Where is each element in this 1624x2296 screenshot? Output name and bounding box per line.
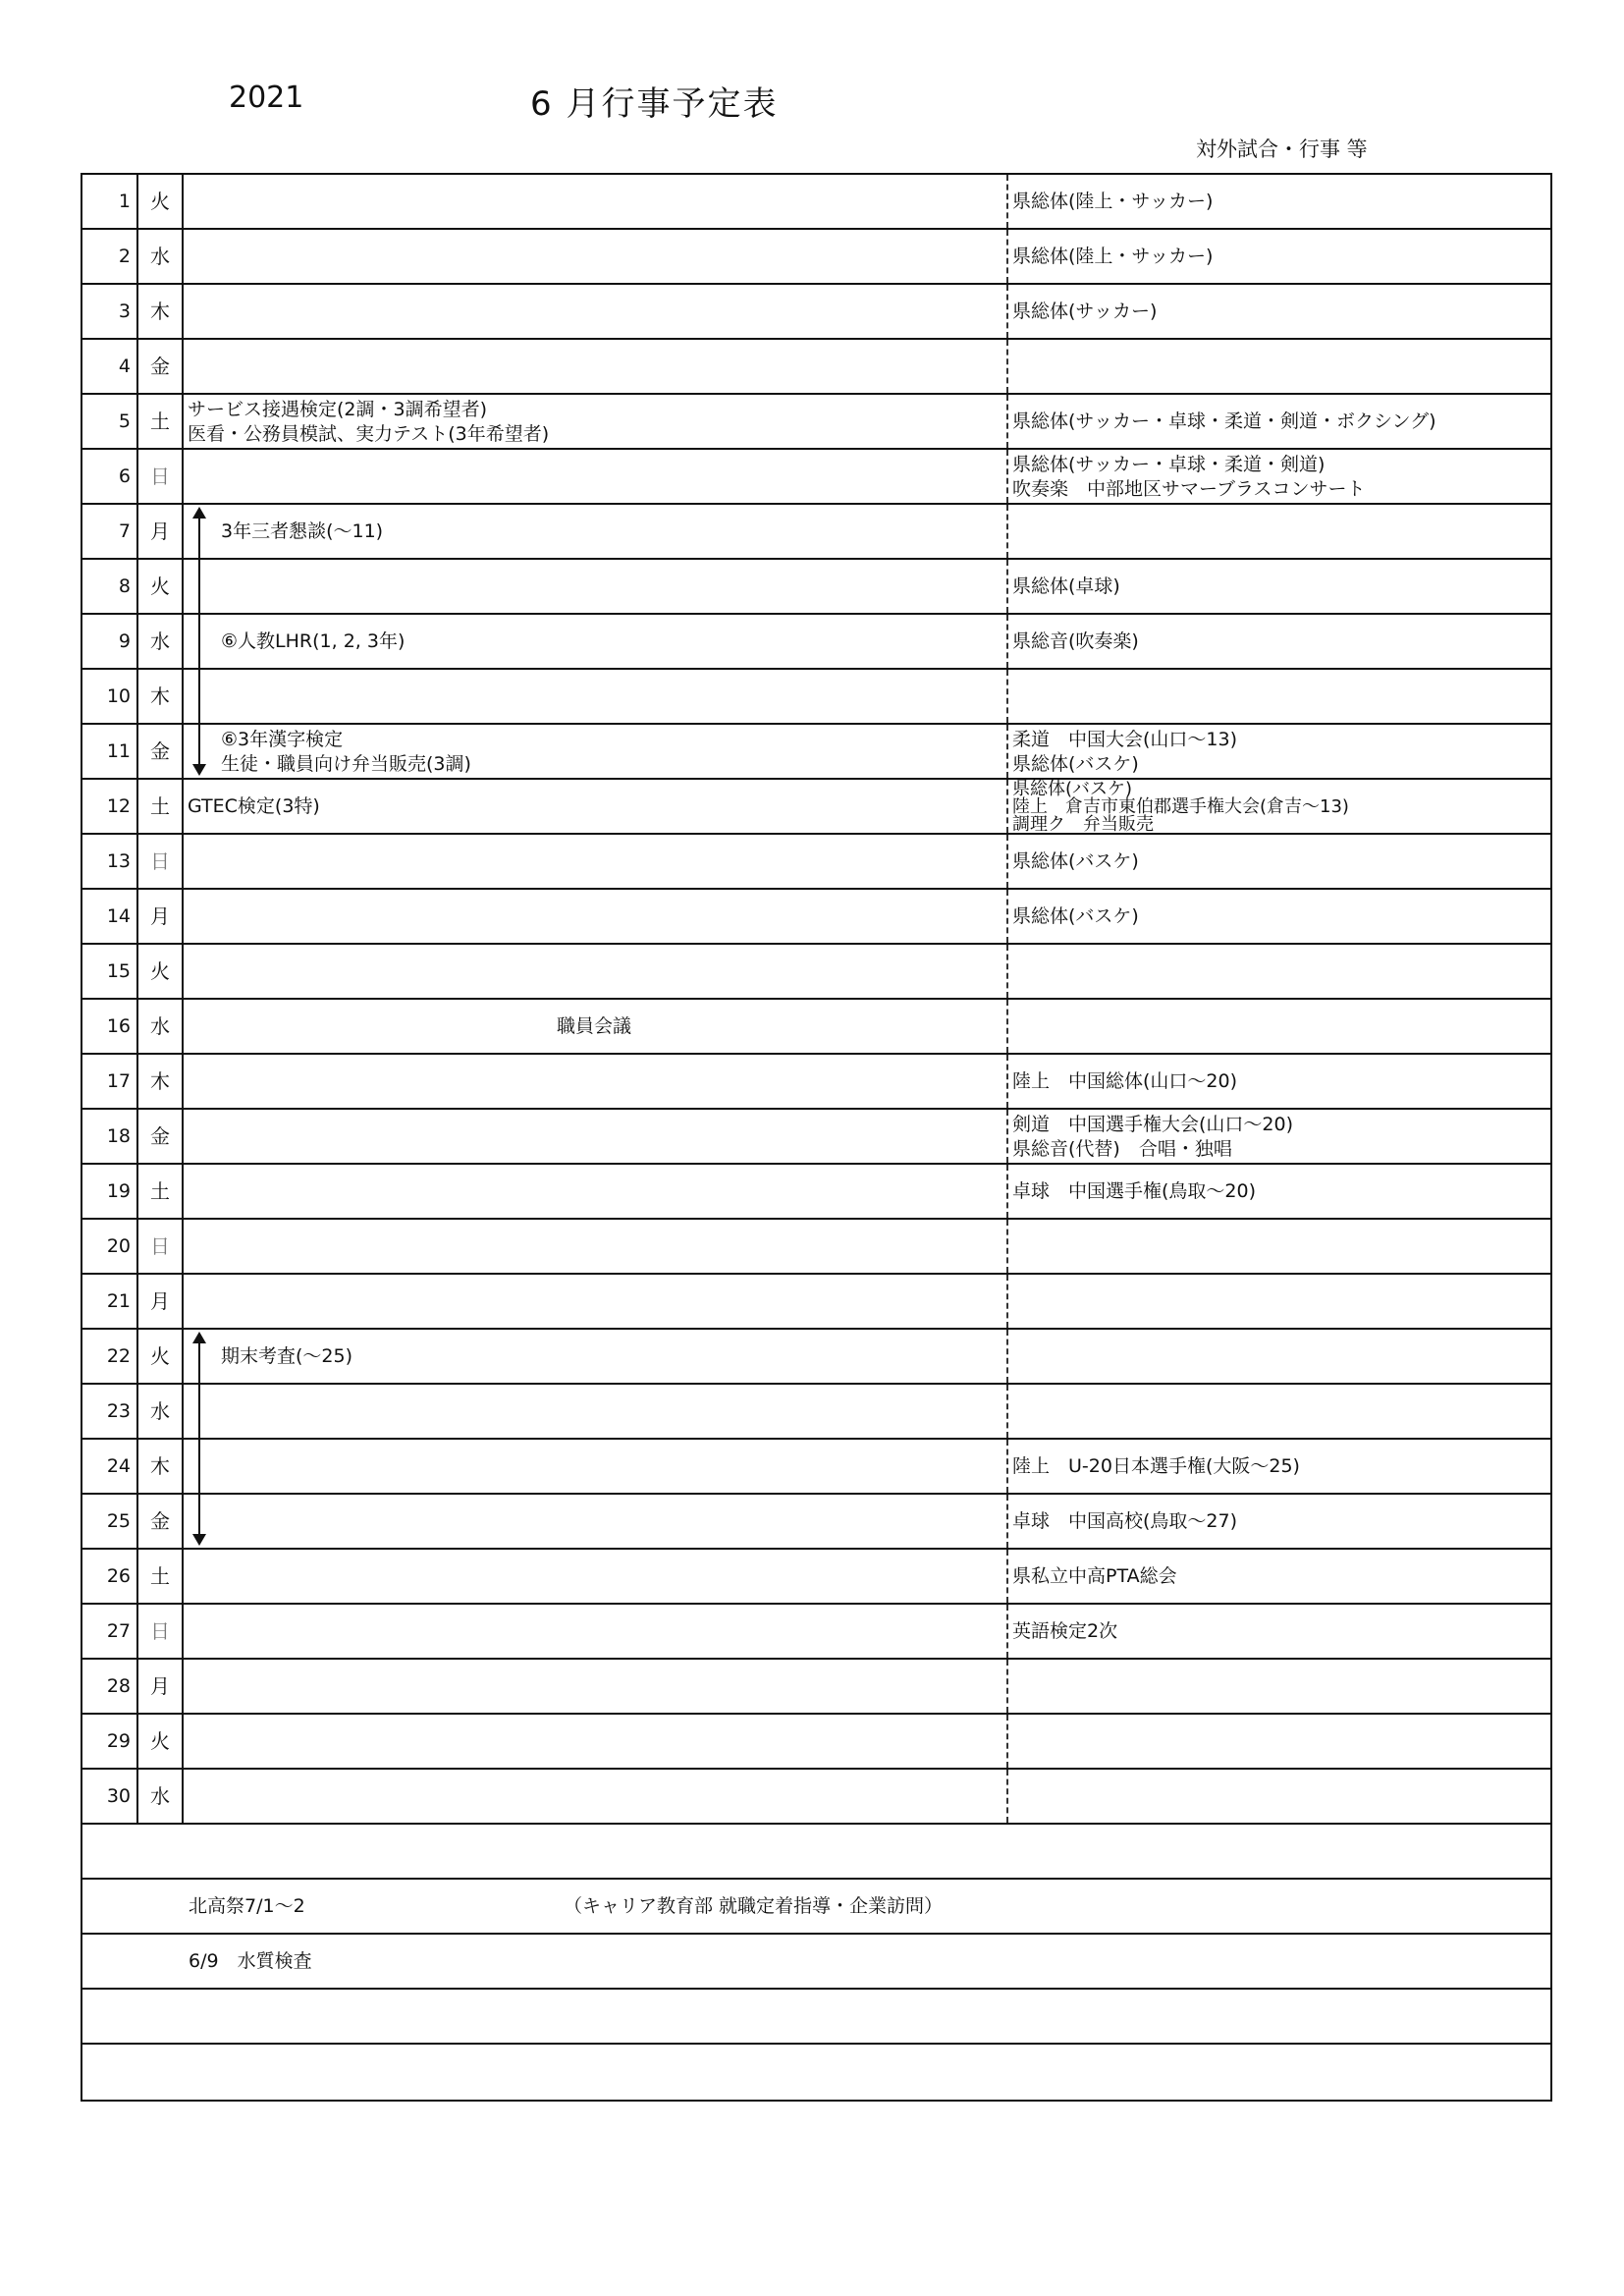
text-line: 県総体(陸上・サッカー) (1012, 191, 1214, 212)
cell-text (1012, 1454, 1300, 1479)
weekday-cell: 月 (138, 505, 184, 558)
weekday-cell: 金 (138, 340, 184, 393)
school-events-cell (184, 1220, 1006, 1273)
day-row (82, 1000, 1550, 1055)
school-events-cell (184, 1440, 1006, 1493)
text-line: ⑥人教LHR(1, 2, 3年) (221, 630, 406, 652)
date-cell: 25 (82, 1495, 138, 1548)
day-row (82, 1770, 1550, 1825)
school-events-cell (184, 1330, 1006, 1383)
year-label: 2021 (229, 81, 304, 115)
date-cell: 24 (82, 1440, 138, 1493)
external-events-cell (1006, 1275, 1550, 1328)
day-row (82, 615, 1550, 670)
day-row (82, 725, 1550, 780)
external-events-cell (1006, 1550, 1550, 1603)
weekday-cell: 日 (138, 450, 184, 503)
external-events-cell (1006, 835, 1550, 888)
school-events-cell (184, 835, 1006, 888)
text-line: 陸上 倉吉市東伯郡選手権大会(倉吉〜13) (1012, 796, 1349, 817)
date-cell: 5 (82, 395, 138, 448)
weekday-cell: 日 (138, 835, 184, 888)
note-row (82, 1990, 1550, 2045)
text-line: 県総体(サッカー) (1012, 301, 1158, 322)
text-line: 県総音(吹奏楽) (1012, 630, 1139, 652)
cell-text (221, 629, 405, 654)
weekday-cell: 月 (138, 1275, 184, 1328)
date-cell: 12 (82, 780, 138, 833)
external-events-cell (1006, 1165, 1550, 1218)
external-events-cell (1006, 615, 1550, 668)
school-events-cell (184, 1110, 1006, 1163)
day-row (82, 1495, 1550, 1550)
day-row (82, 1440, 1550, 1495)
weekday-cell: 月 (138, 1660, 184, 1713)
school-events-cell (184, 1605, 1006, 1658)
external-events-cell (1006, 1715, 1550, 1768)
text-line: 県私立中高PTA総会 (1012, 1565, 1177, 1587)
day-row (82, 1660, 1550, 1715)
cell-text (1012, 300, 1157, 324)
weekday-cell: 火 (138, 1715, 184, 1768)
date-cell: 22 (82, 1330, 138, 1383)
external-events-cell (1006, 1055, 1550, 1108)
external-events-cell (1006, 1605, 1550, 1658)
weekday-cell: 金 (138, 1495, 184, 1548)
date-cell: 7 (82, 505, 138, 558)
date-cell: 8 (82, 560, 138, 613)
external-events-cell (1006, 1440, 1550, 1493)
school-events-cell (184, 1000, 1006, 1053)
school-events-cell (184, 560, 1006, 613)
cell-text (188, 398, 549, 447)
day-row (82, 1715, 1550, 1770)
school-events-cell (184, 1660, 1006, 1713)
day-row (82, 1605, 1550, 1660)
external-events-cell (1006, 450, 1550, 503)
text-line: 卓球 中国選手権(鳥取〜20) (1012, 1180, 1257, 1202)
date-cell: 19 (82, 1165, 138, 1218)
text-line: 調理ク 弁当販売 (1012, 814, 1154, 835)
school-events-cell (184, 890, 1006, 943)
day-row (82, 450, 1550, 505)
cell-text (1012, 1564, 1177, 1589)
day-row (82, 1330, 1550, 1385)
external-events-cell (1006, 1330, 1550, 1383)
school-events-cell (184, 175, 1006, 228)
external-events-heading: 対外試合・行事 等 (1196, 137, 1368, 161)
range-arrow (198, 517, 200, 766)
external-events-cell (1006, 505, 1550, 558)
weekday-cell: 火 (138, 560, 184, 613)
text-line: 期末考査(〜25) (221, 1345, 353, 1367)
external-events-cell (1006, 285, 1550, 338)
day-row (82, 395, 1550, 450)
cell-text (1012, 190, 1213, 214)
external-events-cell (1006, 1000, 1550, 1053)
school-events-cell (184, 1550, 1006, 1603)
school-events-cell (184, 1165, 1006, 1218)
cell-text (557, 1014, 631, 1039)
date-cell: 28 (82, 1660, 138, 1713)
school-events-cell (184, 780, 1006, 833)
date-cell: 30 (82, 1770, 138, 1823)
date-cell: 13 (82, 835, 138, 888)
text-line: 県総体(サッカー・卓球・柔道・剣道・ボクシング) (1012, 410, 1436, 432)
school-events-cell (184, 1770, 1006, 1823)
external-events-cell (1006, 670, 1550, 723)
external-events-cell (1006, 1770, 1550, 1823)
note-row (82, 1935, 1550, 1990)
date-cell: 15 (82, 945, 138, 998)
weekday-cell: 月 (138, 890, 184, 943)
day-row (82, 505, 1550, 560)
text-line: GTEC検定(3特) (188, 795, 320, 817)
day-row (82, 670, 1550, 725)
schedule-table (81, 173, 1552, 2102)
date-cell: 11 (82, 725, 138, 778)
cell-text (1012, 728, 1237, 777)
day-row (82, 890, 1550, 945)
date-cell: 16 (82, 1000, 138, 1053)
school-events-cell (184, 450, 1006, 503)
text-line: 県総体(バスケ) (1012, 905, 1139, 927)
text-line: 3年三者懇談(〜11) (221, 520, 384, 542)
note-row (82, 1880, 1550, 1935)
text-line: 職員会議 (557, 1015, 632, 1037)
cell-text (188, 794, 320, 819)
external-events-cell (1006, 230, 1550, 283)
text-line: 英語検定2次 (1012, 1620, 1118, 1642)
note-text: 6/9 水質検査 (189, 1950, 312, 1972)
weekday-cell: 火 (138, 175, 184, 228)
cell-text (1012, 904, 1139, 929)
date-cell: 17 (82, 1055, 138, 1108)
date-cell: 1 (82, 175, 138, 228)
page-title: 6 月行事予定表 (530, 84, 779, 124)
day-row (82, 285, 1550, 340)
weekday-cell: 土 (138, 1165, 184, 1218)
weekday-cell: 木 (138, 1440, 184, 1493)
day-row (82, 230, 1550, 285)
text-line: 柔道 中国大会(山口〜13) (1012, 729, 1238, 750)
cell-text (221, 519, 383, 544)
text-line: サービス接遇検定(2調・3調希望者) (188, 399, 488, 420)
school-events-cell (184, 1275, 1006, 1328)
external-events-cell (1006, 945, 1550, 998)
weekday-cell: 木 (138, 1055, 184, 1108)
weekday-cell: 火 (138, 1330, 184, 1383)
weekday-cell: 水 (138, 1770, 184, 1823)
cell-text (1012, 453, 1365, 502)
day-row (82, 1110, 1550, 1165)
school-events-cell (184, 1495, 1006, 1548)
text-line: 県総体(卓球) (1012, 575, 1120, 597)
day-row (82, 1165, 1550, 1220)
text-line: 生徒・職員向け弁当販売(3調) (221, 753, 471, 775)
note-row (82, 2045, 1550, 2100)
external-events-cell (1006, 725, 1550, 778)
school-events-cell (184, 1715, 1006, 1768)
school-events-cell (184, 945, 1006, 998)
cell-text (1012, 629, 1139, 654)
day-row (82, 1275, 1550, 1330)
day-row (82, 1220, 1550, 1275)
date-cell: 2 (82, 230, 138, 283)
date-cell: 14 (82, 890, 138, 943)
day-row (82, 1385, 1550, 1440)
note-text: 北高祭7/1〜2 (189, 1895, 305, 1917)
weekday-cell: 金 (138, 725, 184, 778)
text-line: 陸上 U-20日本選手権(大阪〜25) (1012, 1455, 1300, 1477)
day-row (82, 1550, 1550, 1605)
text-line: 県総体(バスケ) (1012, 753, 1139, 775)
cell-text (1012, 410, 1436, 434)
range-arrow (198, 1341, 200, 1536)
external-events-cell (1006, 1110, 1550, 1163)
text-line: ⑥3年漢字検定 (221, 729, 344, 750)
external-events-cell (1006, 1495, 1550, 1548)
weekday-cell: 土 (138, 395, 184, 448)
text-line: 県総体(バスケ) (1012, 850, 1139, 872)
cell-text (1012, 574, 1120, 599)
school-events-cell (184, 1055, 1006, 1108)
weekday-cell: 土 (138, 780, 184, 833)
weekday-cell: 火 (138, 945, 184, 998)
cell-text (1012, 1069, 1237, 1094)
cell-text (1012, 1619, 1117, 1644)
external-events-cell (1006, 560, 1550, 613)
cell-text (221, 1344, 352, 1369)
date-cell: 6 (82, 450, 138, 503)
weekday-cell: 木 (138, 285, 184, 338)
day-row (82, 1055, 1550, 1110)
weekday-cell: 土 (138, 1550, 184, 1603)
text-line: 卓球 中国高校(鳥取〜27) (1012, 1510, 1238, 1532)
school-events-cell (184, 670, 1006, 723)
external-events-cell (1006, 1660, 1550, 1713)
text-line: 県総音(代替) 合唱・独唱 (1012, 1138, 1232, 1160)
cell-text (1012, 245, 1213, 269)
weekday-cell: 水 (138, 230, 184, 283)
note-row (82, 1825, 1550, 1880)
weekday-cell: 水 (138, 615, 184, 668)
text-line: 陸上 中国総体(山口〜20) (1012, 1070, 1238, 1092)
date-cell: 10 (82, 670, 138, 723)
weekday-cell: 水 (138, 1000, 184, 1053)
day-row (82, 560, 1550, 615)
cell-text (1012, 1179, 1256, 1204)
school-events-cell (184, 725, 1006, 778)
date-cell: 29 (82, 1715, 138, 1768)
date-cell: 18 (82, 1110, 138, 1163)
school-events-cell (184, 285, 1006, 338)
text-line: 剣道 中国選手権大会(山口〜20) (1012, 1114, 1294, 1135)
school-events-cell (184, 505, 1006, 558)
day-row (82, 945, 1550, 1000)
cell-text (1012, 849, 1139, 874)
weekday-cell: 水 (138, 1385, 184, 1438)
date-cell: 4 (82, 340, 138, 393)
weekday-cell: 日 (138, 1605, 184, 1658)
weekday-cell: 日 (138, 1220, 184, 1273)
school-events-cell (184, 340, 1006, 393)
cell-text (221, 728, 471, 777)
cell-text (1012, 781, 1349, 834)
date-cell: 20 (82, 1220, 138, 1273)
cell-text (1012, 1113, 1293, 1162)
date-cell: 3 (82, 285, 138, 338)
text-line: 吹奏楽 中部地区サマーブラスコンサート (1012, 478, 1366, 500)
text-line: 県総体(サッカー・卓球・柔道・剣道) (1012, 454, 1326, 475)
date-cell: 27 (82, 1605, 138, 1658)
date-cell: 9 (82, 615, 138, 668)
date-cell: 23 (82, 1385, 138, 1438)
date-cell: 26 (82, 1550, 138, 1603)
text-line: 県総体(陸上・サッカー) (1012, 246, 1214, 267)
school-events-cell (184, 395, 1006, 448)
day-row (82, 340, 1550, 395)
day-row (82, 835, 1550, 890)
external-events-cell (1006, 890, 1550, 943)
weekday-cell: 金 (138, 1110, 184, 1163)
day-row (82, 780, 1550, 835)
external-events-cell (1006, 1385, 1550, 1438)
external-events-cell (1006, 395, 1550, 448)
external-events-cell (1006, 175, 1550, 228)
external-events-cell (1006, 1220, 1550, 1273)
external-events-cell (1006, 340, 1550, 393)
school-events-cell (184, 230, 1006, 283)
note-text: （キャリア教育部 就職定着指導・企業訪問） (564, 1895, 944, 1917)
external-events-cell (1006, 780, 1550, 833)
cell-text (1012, 1509, 1237, 1534)
date-cell: 21 (82, 1275, 138, 1328)
school-events-cell (184, 615, 1006, 668)
text-line: 医看・公務員模試、実力テスト(3年希望者) (188, 423, 550, 445)
school-events-cell (184, 1385, 1006, 1438)
text-line: 県総体(バスケ) (1012, 779, 1133, 799)
day-row (82, 175, 1550, 230)
weekday-cell: 木 (138, 670, 184, 723)
